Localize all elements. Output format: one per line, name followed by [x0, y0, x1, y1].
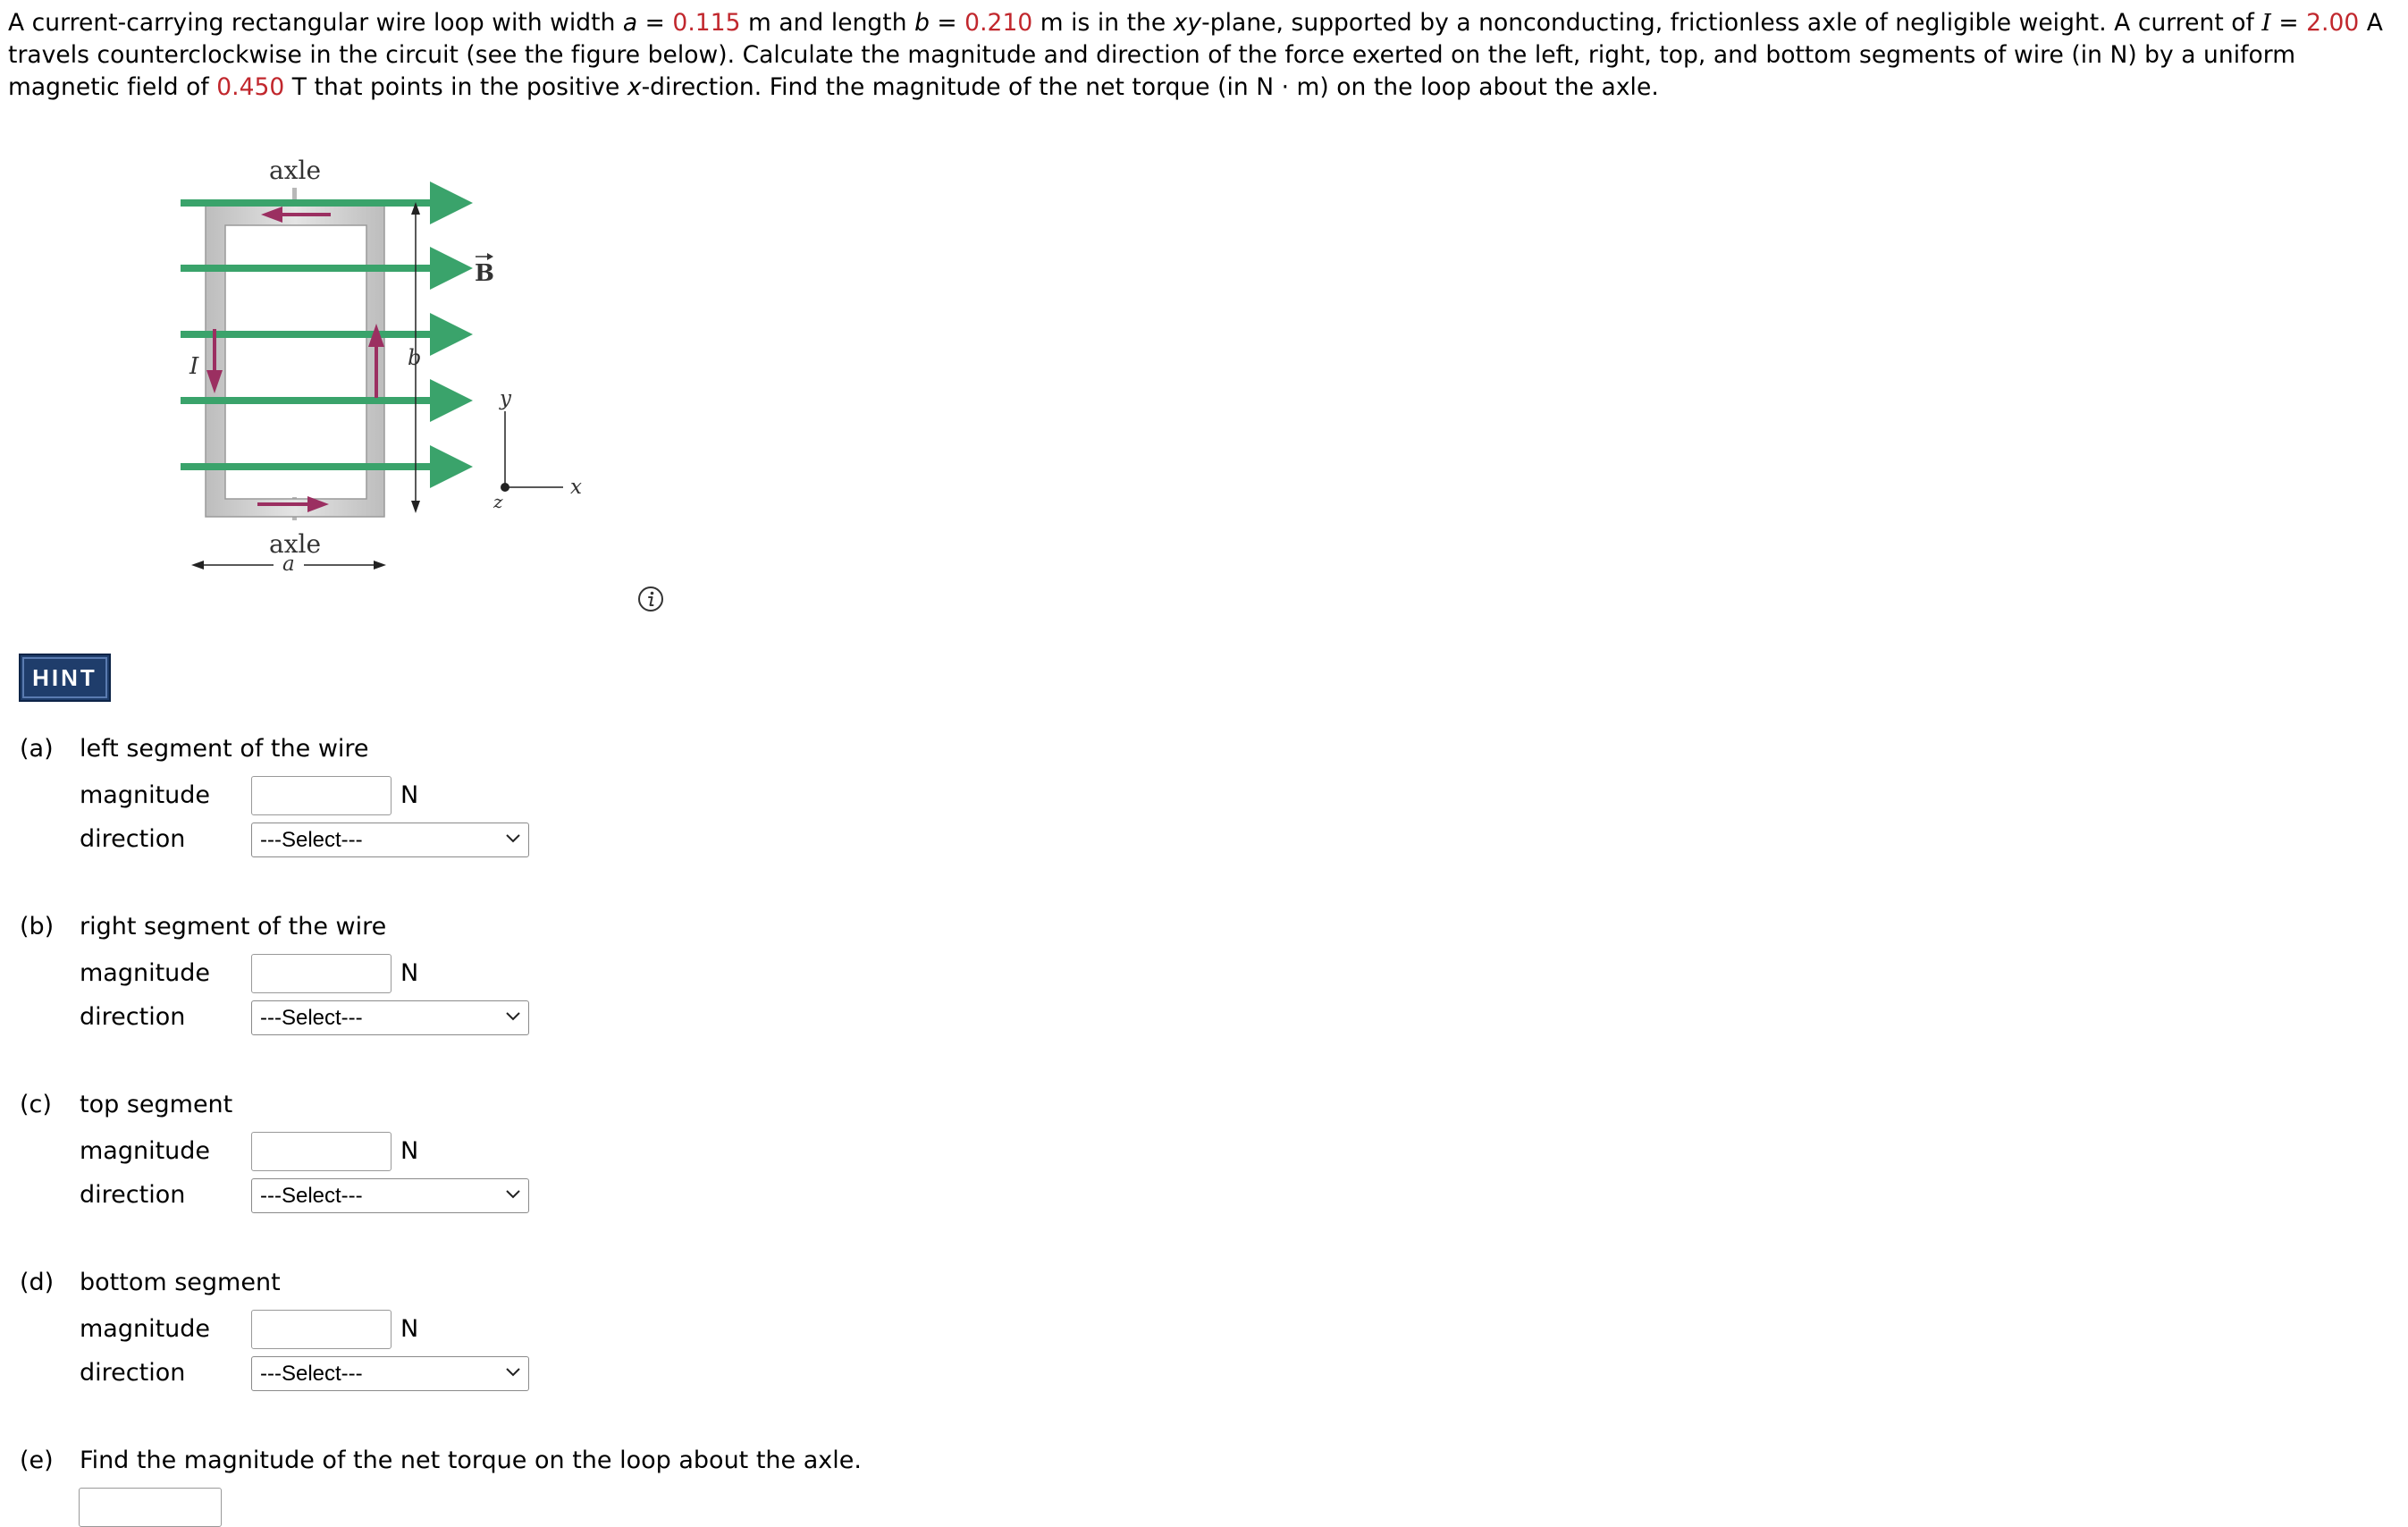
part-title: top segment: [80, 1091, 233, 1118]
problem-statement: A current-carrying rectangular wire loop with width a = 0.115 m and length b = 0.210 m is in the xy-plane, supported by a nonconducting, frictionless axle of negligible weight. A current of I = 2.00 A travels counterclockwise in the circuit (see the figure below). Calculate the magnitude and direction of the force exerted on the left, right, top, and bottom segments of wire (in N) by a uniform magnetic field of 0.450 T that points in the positive x-direction. Find the magnitude of the net torque (in N · m) on the loop about the axle.: [8, 9, 2383, 101]
label-x: x: [570, 476, 582, 499]
label-y: y: [500, 387, 511, 410]
label-b: b: [408, 345, 422, 370]
label-z: z: [493, 491, 503, 512]
magnitude-input[interactable]: [251, 1310, 392, 1349]
part-title: right segment of the wire: [80, 913, 387, 941]
hint-button[interactable]: HINT: [19, 654, 111, 702]
unit-label: N: [400, 781, 419, 809]
direction-select-value: ---Select---: [260, 1184, 363, 1208]
chevron-down-icon: [505, 1366, 521, 1379]
part-letter: (c): [20, 1091, 52, 1118]
magnitude-label: magnitude: [80, 1137, 211, 1165]
label-I: I: [189, 353, 199, 380]
loop-figure: [161, 143, 697, 626]
part-title: left segment of the wire: [80, 735, 369, 763]
direction-label: direction: [80, 1181, 186, 1209]
svg-text:B: B: [475, 260, 494, 287]
axle-top-label: axle: [269, 156, 322, 185]
direction-select[interactable]: [251, 823, 529, 857]
label-a: a: [282, 553, 295, 576]
magnitude-label: magnitude: [80, 1315, 211, 1343]
magnitude-input[interactable]: [251, 954, 392, 993]
chevron-down-icon: [505, 1010, 521, 1023]
chevron-down-icon: [505, 1188, 521, 1201]
direction-select[interactable]: [251, 1000, 529, 1035]
direction-select[interactable]: [251, 1356, 529, 1391]
part-letter: (a): [20, 735, 54, 763]
magnitude-label: magnitude: [80, 781, 211, 809]
direction-label: direction: [80, 825, 186, 853]
axle-bottom-label: axle: [269, 529, 322, 559]
unit-label: N: [400, 1315, 419, 1343]
part-title: bottom segment: [80, 1269, 281, 1296]
direction-select-value: ---Select---: [260, 1006, 363, 1030]
unit-label: N: [400, 959, 419, 987]
direction-select[interactable]: [251, 1178, 529, 1213]
direction-label: direction: [80, 1003, 186, 1031]
label-B-vector: [475, 253, 494, 287]
chevron-down-icon: [505, 832, 521, 845]
part-letter: (d): [20, 1269, 55, 1296]
part-title: Find the magnitude of the net torque on the loop about the axle.: [80, 1447, 862, 1474]
part-letter: (e): [20, 1447, 54, 1474]
magnitude-input[interactable]: [251, 1132, 392, 1171]
unit-label: N: [400, 1137, 419, 1165]
magnitude-input[interactable]: [251, 776, 392, 815]
direction-select-value: ---Select---: [260, 828, 363, 852]
coordinate-axes: [501, 411, 563, 492]
direction-select-value: ---Select---: [260, 1362, 363, 1386]
direction-label: direction: [80, 1359, 186, 1387]
torque-input[interactable]: [79, 1488, 222, 1527]
part-letter: (b): [20, 913, 55, 941]
info-icon[interactable]: [636, 585, 665, 613]
magnitude-label: magnitude: [80, 959, 211, 987]
